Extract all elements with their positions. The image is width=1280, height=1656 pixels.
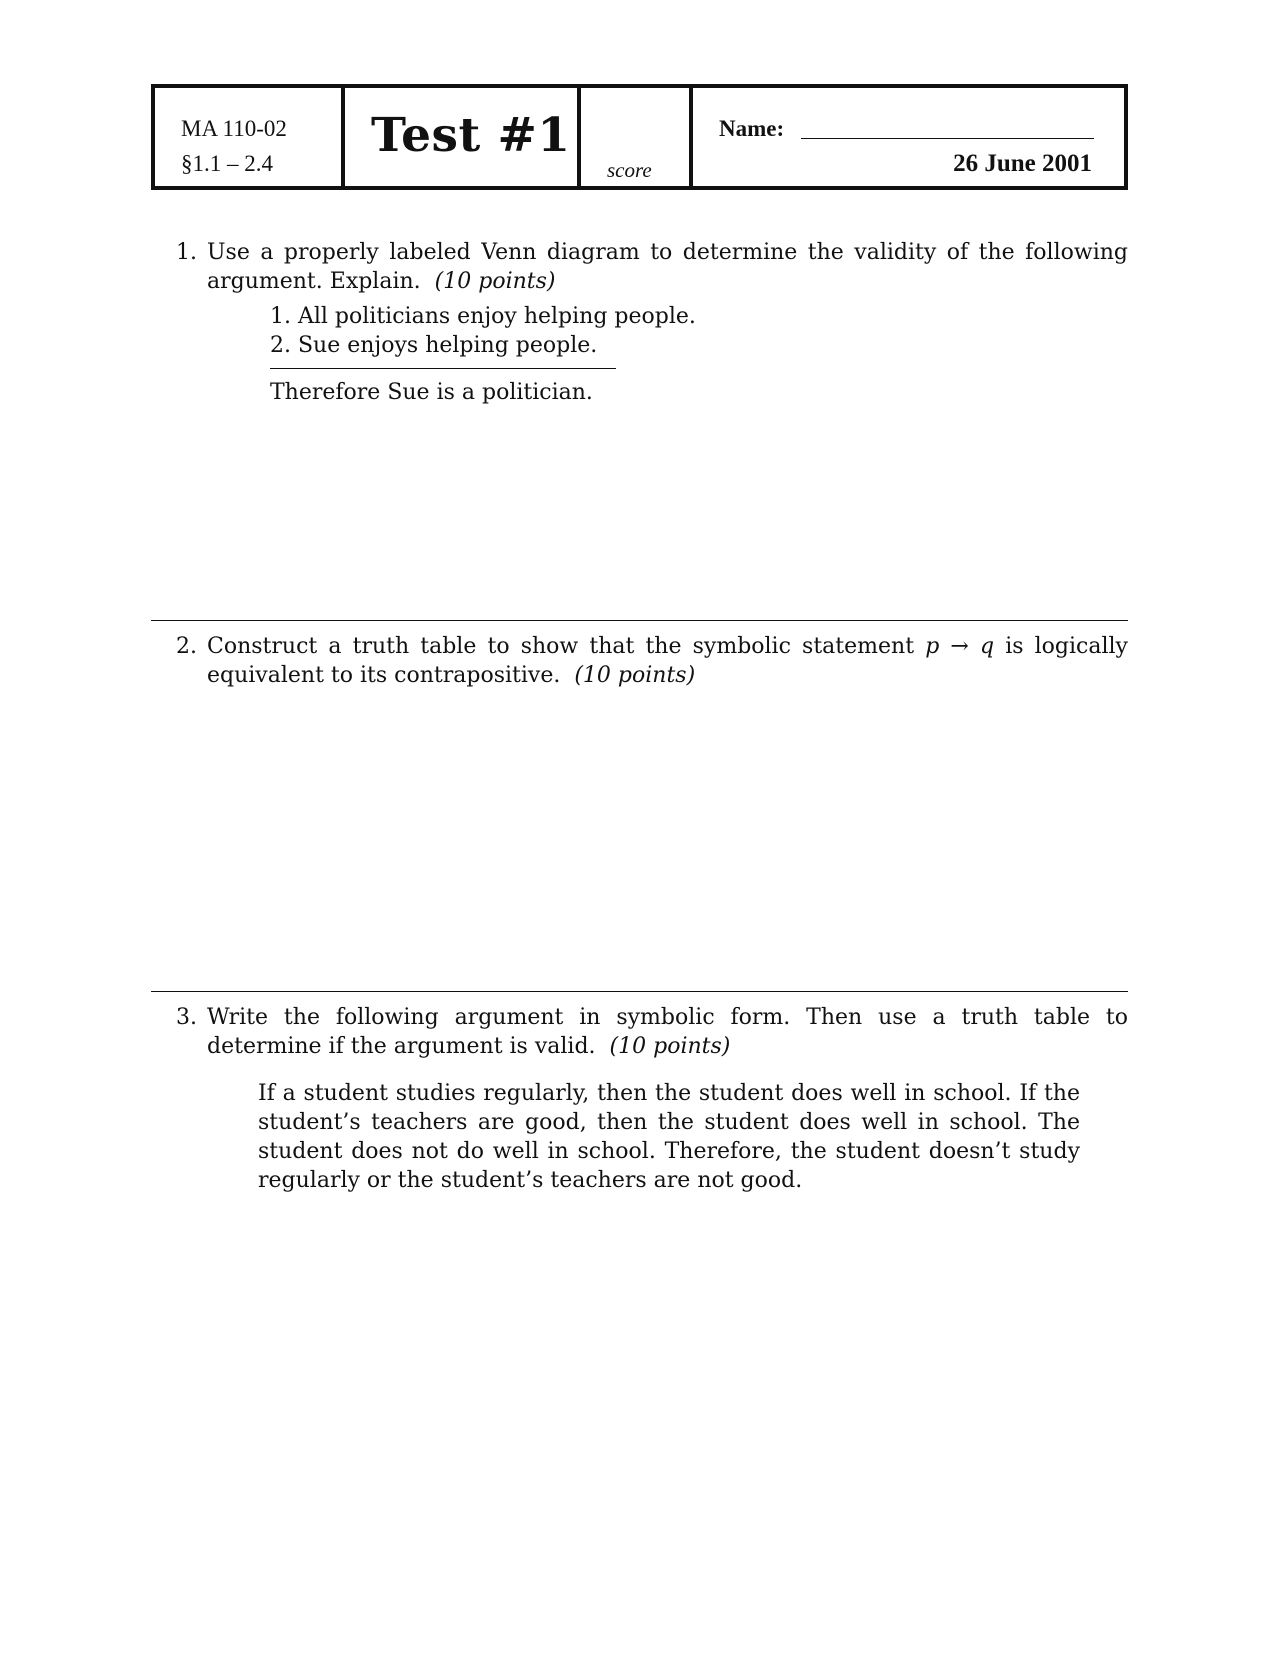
question-text: [207, 1003, 1128, 1061]
premise-2: 2. Sue enjoys helping people.: [270, 333, 598, 358]
question-points: (10 points): [574, 663, 696, 688]
test-date: 26 June 2001: [953, 150, 1092, 177]
name-cell: [689, 88, 1124, 186]
conclusion-rule: [270, 368, 616, 369]
question-2: [176, 632, 1128, 690]
name-label: Name:: [719, 116, 785, 141]
question-text: [207, 632, 1128, 690]
section-divider: [151, 620, 1128, 621]
question-text: [207, 238, 1128, 296]
score-cell: [577, 88, 689, 186]
conclusion: Therefore Sue is a politician.: [270, 380, 593, 405]
question-3: [176, 1003, 1128, 1061]
question-1: [176, 238, 1128, 296]
premise-1: 1. All politicians enjoy helping people.: [270, 304, 696, 329]
question-number: 2.: [176, 634, 197, 659]
question-points: (10 points): [609, 1034, 731, 1059]
name-blank-line: [801, 138, 1094, 139]
section-divider: [151, 991, 1128, 992]
argument-block: [270, 302, 696, 407]
course-sections: §1.1 – 2.4: [181, 151, 273, 176]
question-number: 1.: [176, 240, 197, 265]
score-label: score: [607, 158, 652, 182]
course-code: MA 110-02: [181, 116, 287, 141]
question-prompt: Write the following argument in symbolic form. Then use a truth table to determine if the argument is valid.: [207, 1005, 1128, 1059]
title-cell: [341, 88, 577, 186]
question-prompt-end: is logically equivalent to its contrapositive.: [207, 634, 1128, 688]
math-expression: p → q: [925, 634, 995, 659]
argument-passage: If a student studies regularly, then the student does well in school. If the student’s teachers are good, then the student does well in school. The student does not do well in school. Therefore, the student doesn’t study regularly or the student’s teachers are not good.: [258, 1081, 1080, 1193]
course-cell: [155, 88, 341, 186]
test-title: Test #1: [371, 108, 571, 163]
question-number: 3.: [176, 1005, 197, 1030]
question-points: (10 points): [434, 269, 556, 294]
test-header: [151, 84, 1128, 190]
question-prompt: Use a properly labeled Venn diagram to determine the validity of the following argument. Explain.: [207, 240, 1128, 294]
question-prompt-start: Construct a truth table to show that the symbolic statement: [207, 634, 915, 659]
